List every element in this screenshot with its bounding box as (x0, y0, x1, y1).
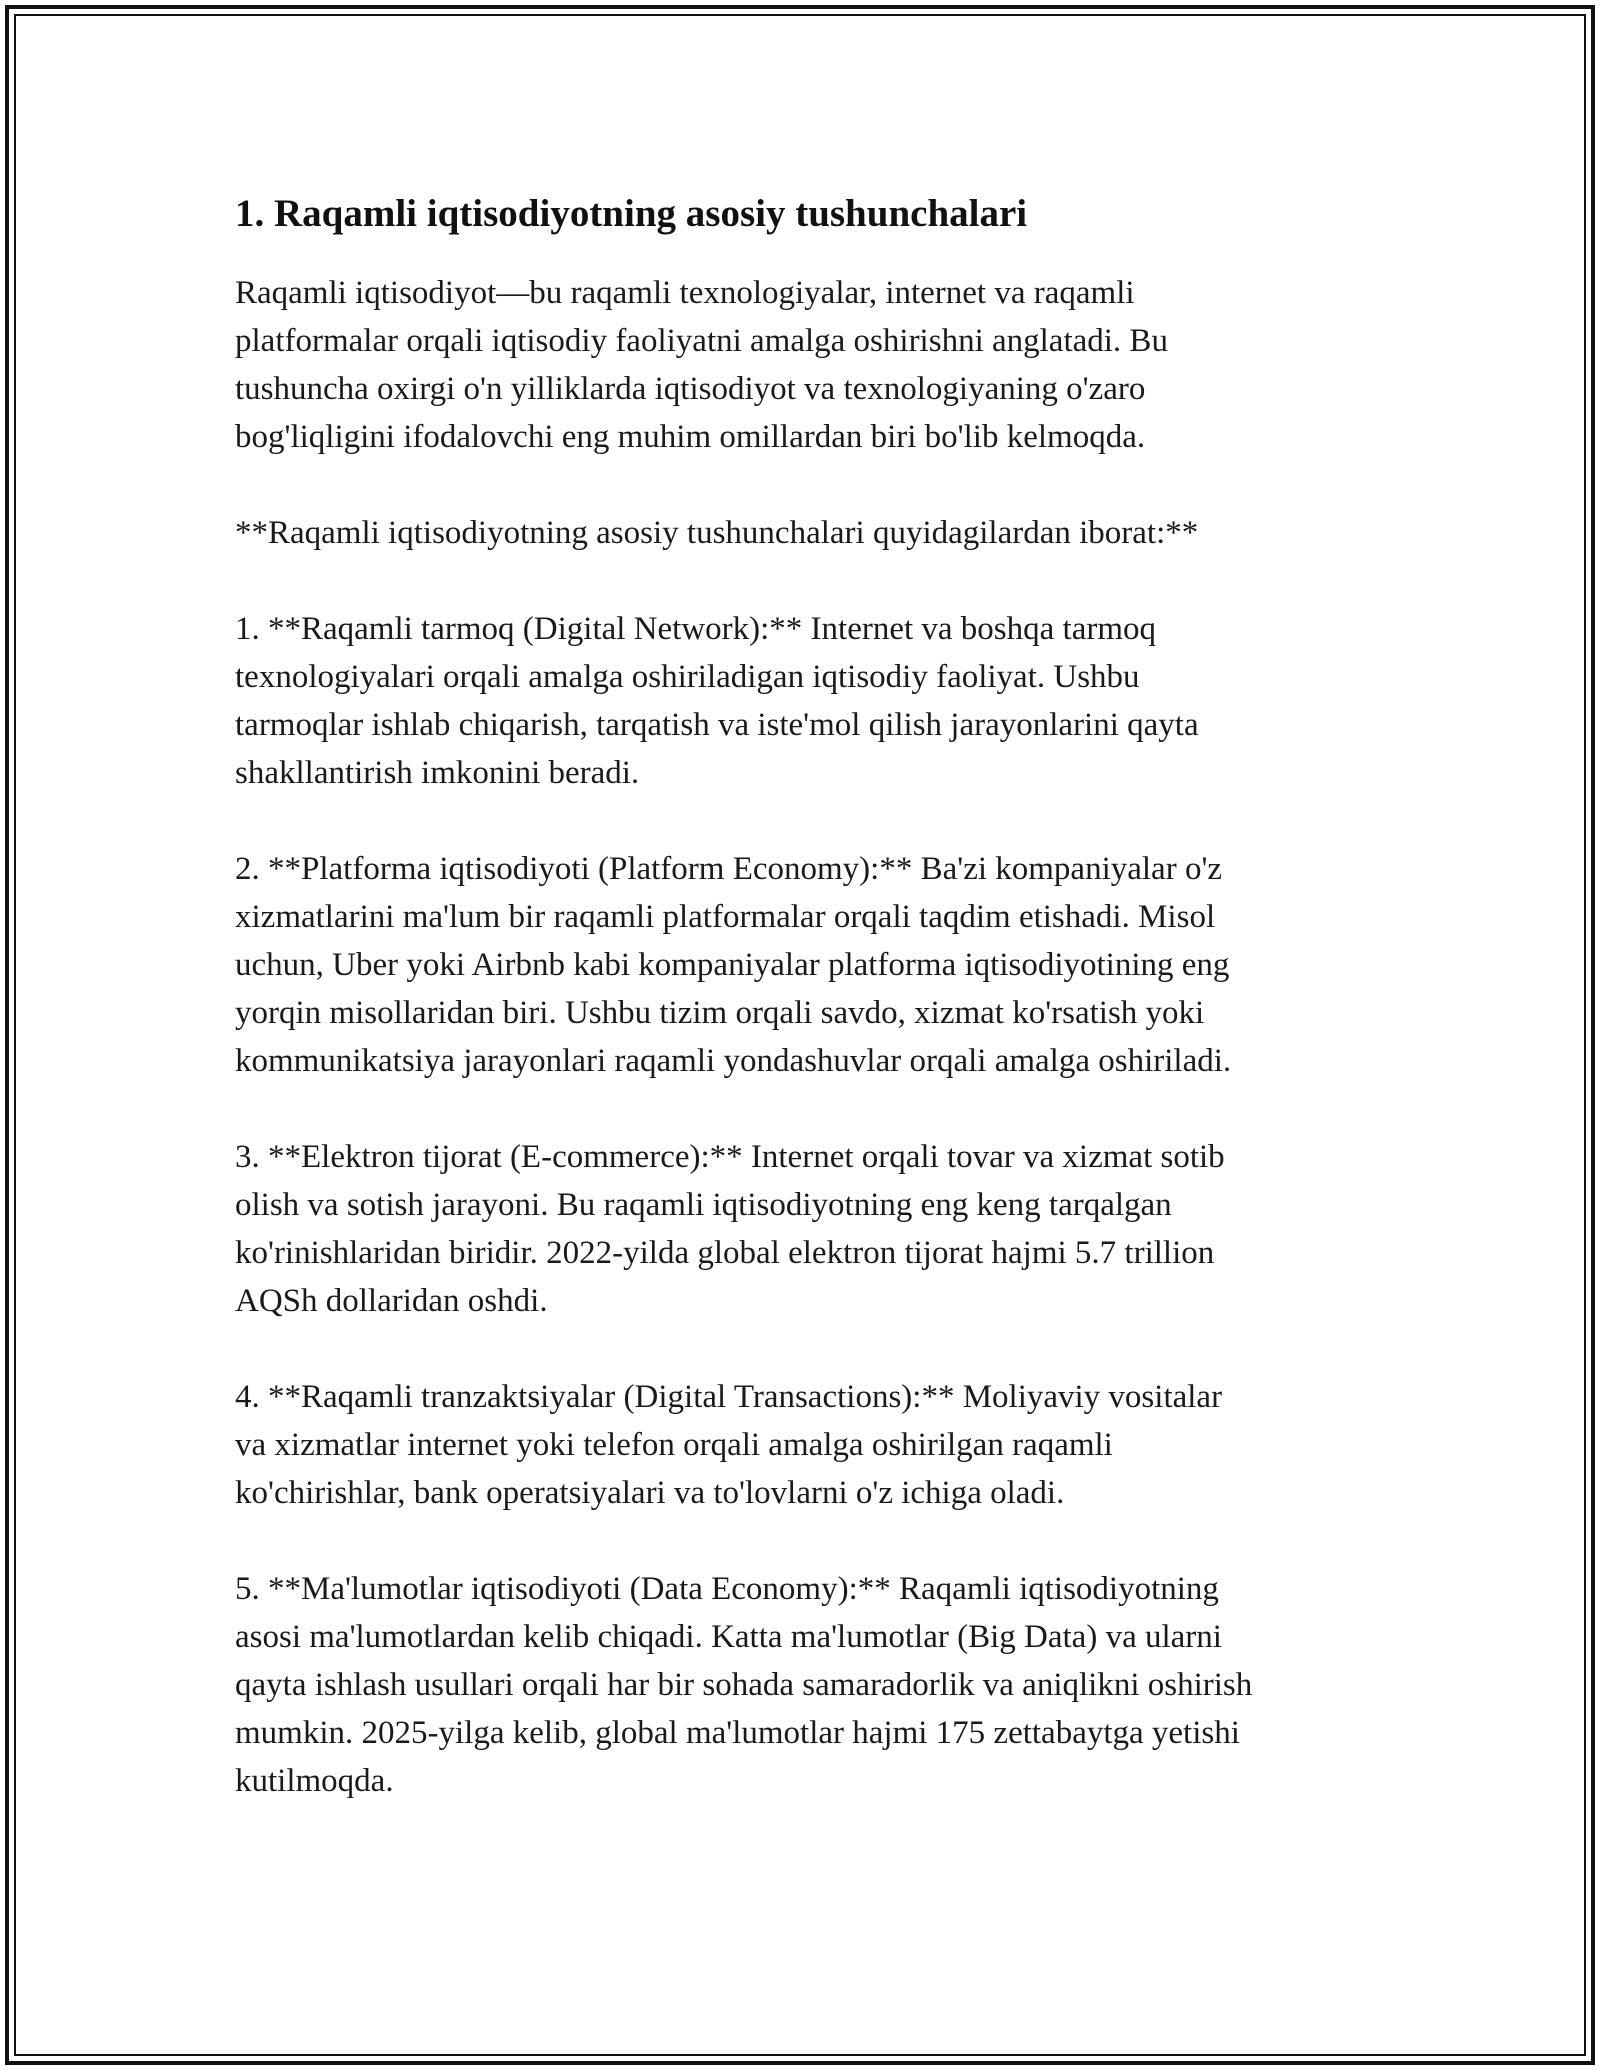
list-item-e-commerce: 3. **Elektron tijorat (E-commerce):** Internet orqali tovar va xizmat sotib olish va sotish jarayoni. Bu raqamli iqtisodiyotning eng keng tarqalgan ko'rinishlaridan biridir. 2022-yilda global elektron tijorat hajmi 5.7 trillion AQSh dollaridan oshdi. (235, 1139, 1225, 1319)
list-item-digital-transactions: 4. **Raqamli tranzaktsiyalar (Digital Transactions):** Moliyaviy vositalar va xizmatlar internet yoki telefon orqali amalga oshirilgan raqamli ko'chirishlar, bank operatsiyalari va to'lovlarni o'z ichiga oladi. (235, 1379, 1223, 1511)
list-intro-paragraph: **Raqamli iqtisodiyotning asosiy tushunchalari quyidagilardan iborat:** (235, 515, 1199, 551)
list-item-platform-economy: 2. **Platforma iqtisodiyoti (Platform Economy):** Ba'zi kompaniyalar o'z xizmatlarini ma'lum bir raqamli platformalar orqali taqdim etishadi. Misol uchun, Uber yoki Airbnb kabi kompaniyalar platforma iqtisodiyotining eng yorqin misollaridan biri. Ushbu tizim orqali savdo, xizmat ko'rsatish yoki kommunikatsiya jarayonlari raqamli yondashuvlar orqali amalga oshiriladi. (235, 851, 1232, 1079)
document-title: 1. Raqamli iqtisodiyotning asosiy tushunchalari (235, 192, 1028, 235)
document-body (235, 185, 1385, 1853)
intro-paragraph: Raqamli iqtisodiyot—bu raqamli texnologiyalar, internet va raqamli platformalar orqali iqtisodiy faoliyatni amalga oshirishni anglatadi. Bu tushuncha oxirgi o'n yilliklarda iqtisodiyot va texnologiyaning o'zaro bog'liqligini ifodalovchi eng muhim omillardan biri bo'lib kelmoqda. (235, 275, 1168, 455)
list-item-digital-network: 1. **Raqamli tarmoq (Digital Network):** Internet va boshqa tarmoq texnologiyalari orqali amalga oshiriladigan iqtisodiy faoliyat. Ushbu tarmoqlar ishlab chiqarish, tarqatish va iste'mol qilish jarayonlarini qayta shakllantirish imkonini beradi. (235, 611, 1199, 791)
list-item-data-economy: 5. **Ma'lumotlar iqtisodiyoti (Data Economy):** Raqamli iqtisodiyotning asosi ma'lumotlardan kelib chiqadi. Katta ma'lumotlar (Big Data) va ularni qayta ishlash usullari orqali har bir sohada samaradorlik va aniqlikni oshirish mumkin. 2025-yilga kelib, global ma'lumotlar hajmi 175 zettabaytga yetishi kutilmoqda. (235, 1571, 1253, 1799)
